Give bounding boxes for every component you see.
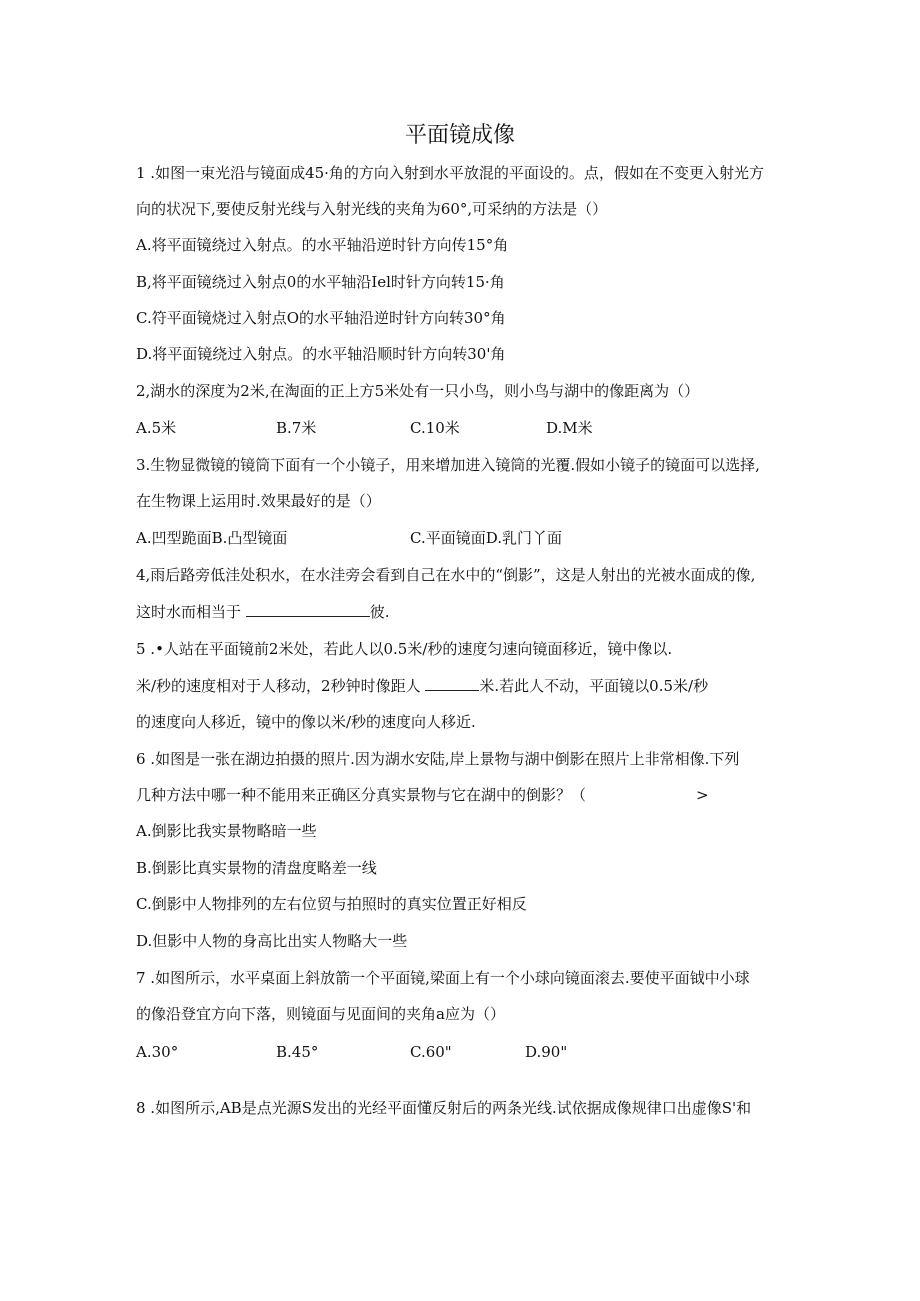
page-title: 平面镜成像 xyxy=(404,123,515,148)
question-2-option-b: B.7米 xyxy=(276,419,317,437)
question-2-option-a: A.5米 xyxy=(136,419,177,437)
question-5-stem-line2 xyxy=(136,676,708,696)
question-6-option-b: B.倒影比真实景物的清盘度略差一线 xyxy=(136,859,377,877)
question-8-stem-line1: 8 .如图所示,AB是点光源S发出的光经平面懂反射后的两条光线.试依据成像规律口出虚像S'和 xyxy=(136,1099,752,1117)
question-4-text-after: 彼. xyxy=(369,603,390,621)
question-5-text-after: 米.若此人不动，平面镜以0.5米/秒 xyxy=(479,677,709,695)
question-1-stem-line2: 向的状况下,要使反射光线与入射光线的夹角为60°,可采纳的方法是（） xyxy=(136,200,608,218)
question-6-stem-line1: 6 .如图是一张在湖边拍摄的照片.因为湖水安陆,岸上景物与湖中倒影在照片上非常相像.下列 xyxy=(136,750,740,768)
question-5-stem-line3: 的速度向人移近，镜中的像以米/秒的速度向人移近. xyxy=(136,713,476,731)
question-7-option-c: C.60" xyxy=(410,1043,452,1061)
question-5-answer-blank[interactable] xyxy=(425,676,479,691)
question-1-option-a: A.将平面镜绕过入射点。的水平轴沿逆时针方向传15°角 xyxy=(136,236,509,254)
question-1-option-b: B,将平面镜绕过入射点0的水平轴沿Iel时针方向转15·角 xyxy=(136,273,505,291)
question-5-stem-line1: 5 .•人站在平面镜前2米处，若此人以0.5米/秒的速度匀速向镜面移近，镜中像以. xyxy=(136,640,673,658)
question-2-option-c: C.10米 xyxy=(410,419,460,437)
question-2-option-d: D.M米 xyxy=(546,419,593,437)
question-7-option-a: A.30° xyxy=(136,1043,179,1061)
question-7-option-b: B.45° xyxy=(276,1043,319,1061)
question-7-stem-line1: 7 .如图所示，水平桌面上斜放箭一个平面镜,梁面上有一个小球向镜面滚去.要使平面钺中小球 xyxy=(136,969,750,987)
question-6-option-d: D.但影中人物的身高比出实人物略大一些 xyxy=(136,932,408,950)
question-4-answer-blank[interactable] xyxy=(246,602,370,617)
question-4-text-before: 这时水而相当于 xyxy=(136,603,242,621)
question-6-text-before: 几种方法中哪一种不能用来正确区分真实景物与它在湖中的倒影？（ xyxy=(136,786,587,804)
question-3-options-cd: C.平面镜面D.乳门丫面 xyxy=(410,529,562,547)
question-3-stem-line1: 3.生物显微镜的镜筒下面有一个小镜子，用来增加进入镜筒的光覆.假如小镜子的镜面可以选择, xyxy=(136,456,760,474)
question-4-stem-line2 xyxy=(136,602,390,622)
question-1-stem-line1: 1 .如图一束光沿与镜面成45·角的方向入射到水平放混的平面设的。点，假如在不变更入射光方 xyxy=(136,164,764,182)
question-7-option-d: D.90" xyxy=(525,1043,568,1061)
question-6-option-a: A.倒影比我实景物略暗一些 xyxy=(136,822,317,840)
question-6-text-after: > xyxy=(696,786,709,804)
question-7-stem-line2: 的像沿登宜方向下落，则镜面与见面间的夹角a应为（） xyxy=(136,1005,505,1023)
question-3-stem-line2: 在生物课上运用时.效果最好的是（） xyxy=(136,492,381,510)
question-6-option-c: C.倒影中人物排列的左右位贸与拍照时的真实位置正好相反 xyxy=(136,895,527,913)
question-3-options-ab: A.凹型跪面B.凸型镜面 xyxy=(136,529,288,547)
question-2-stem: 2,湖水的深度为2米,在淘面的正上方5米处有一只小鸟，则小鸟与湖中的像距离为（） xyxy=(136,382,700,400)
question-5-text-before: 米/秒的速度相对于人移动，2秒钟时像距人 xyxy=(136,677,421,695)
question-1-option-c: C.符平面镜烧过入射点O的水平轴沿逆时针方向转30°角 xyxy=(136,309,506,327)
question-4-stem-line1: 4,雨后路旁低洼处积水，在水洼旁会看到自己在水中的“倒影”，这是人射出的光被水面成的像, xyxy=(136,566,756,584)
question-1-option-d: D.将平面镜绕过入射点。的水平轴沿顺时针方向转30'角 xyxy=(136,345,506,363)
question-6-stem-line2 xyxy=(136,785,709,805)
